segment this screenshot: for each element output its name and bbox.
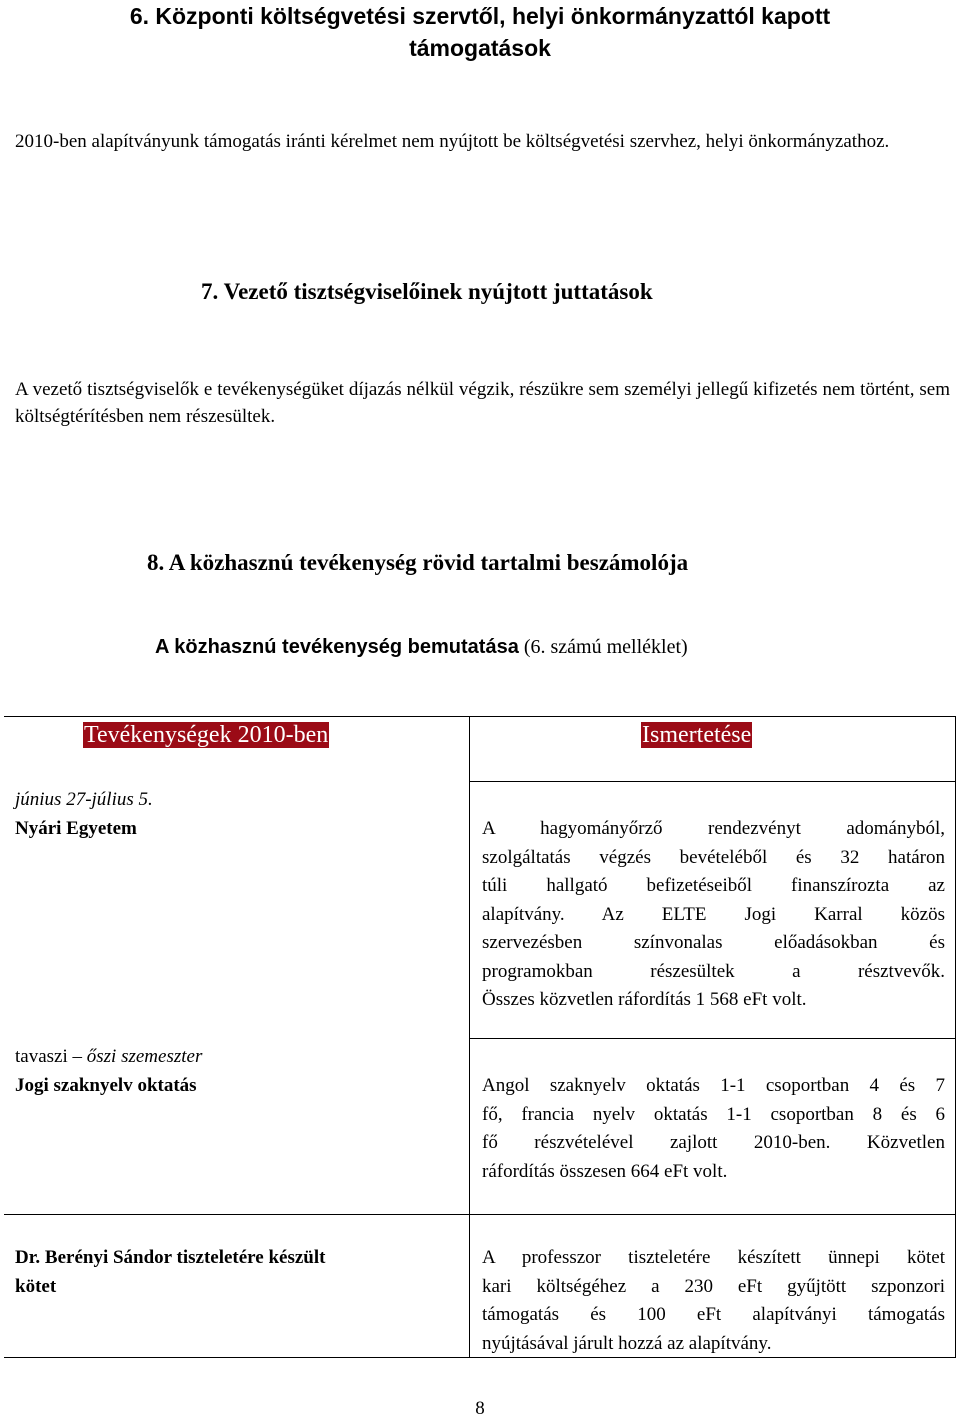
description-line: alapítvány. Az ELTE Jogi Karral közös — [482, 903, 945, 925]
description-line: szolgáltatás végzés bevételéből és 32 határon — [482, 846, 945, 868]
activity-date — [15, 1043, 455, 1072]
activity-name-line-2: kötet — [15, 1275, 57, 1297]
description-line: nyújtásával járult hozzá az alapítvány. — [482, 1332, 772, 1354]
table-divider-vertical — [469, 716, 470, 1358]
table-header-description — [641, 720, 752, 750]
header-description-label: Ismertetése — [642, 722, 752, 748]
table-divider-row-1-right — [469, 1038, 956, 1039]
description-line: kari költségéhez a 230 eFt gyűjtött szponzori — [482, 1275, 945, 1297]
table-divider-header-right — [469, 781, 956, 782]
table-row-3-description — [482, 1244, 945, 1358]
description-line: A professzor tiszteletére készített ünnepi kötet — [482, 1247, 945, 1268]
table-border-right — [955, 716, 956, 1358]
section-7-title: 7. Vezető tisztségviselőinek nyújtott juttatások — [201, 279, 653, 304]
description-line: szervezésben színvonalas előadásokban és — [482, 932, 945, 953]
description-line: Angol szaknyelv oktatás 1-1 csoportban 4 és 7 — [482, 1075, 945, 1096]
table-header-activities — [83, 720, 329, 750]
activity-name-line-1: Dr. Berényi Sándor tiszteletére készült — [15, 1247, 326, 1268]
description-line: fő, francia nyelv oktatás 1-1 csoportban 8 és 6 — [482, 1103, 945, 1125]
description-line: fő részvételével zajlott 2010-ben. Közvetlen — [482, 1132, 945, 1153]
page-number: 8 — [475, 1398, 485, 1419]
table-row-3-activity — [15, 1244, 455, 1301]
subtitle-annex-text: (6. számú melléklet) — [518, 636, 688, 658]
activity-date-prefix: tavaszi – — [15, 1046, 87, 1067]
table-row-1-activity — [15, 786, 455, 843]
description-line: túli hallgató befizetéseiből finanszírozta az — [482, 875, 945, 896]
activity-date: június 27-július 5. — [15, 789, 153, 810]
section-6-body: 2010-ben alapítványunk támogatás iránti kérelmet nem nyújtott be költségvetési szervhez, helyi önkormányzathoz. — [15, 131, 890, 152]
subtitle-bold-text: A közhasznú tevékenység bemutatása — [155, 636, 519, 658]
section-6-title-line-1: 6. Központi költségvetési szervtől, helyi önkormányzattól kapott — [129, 3, 831, 29]
description-line: Összes közvetlen ráfordítás 1 568 eFt volt. — [482, 989, 807, 1010]
description-line: programokban részesültek a résztvevők. — [482, 960, 945, 982]
description-line: támogatás és 100 eFt alapítványi támogatás — [482, 1304, 945, 1325]
activity-name: Jogi szaknyelv oktatás — [15, 1074, 197, 1096]
section-8-subtitle — [155, 633, 688, 663]
table-divider-row-2 — [4, 1214, 956, 1215]
table-row-2-activity — [15, 1043, 455, 1100]
activity-date-italic: őszi szemeszter — [86, 1046, 203, 1067]
table-row-1-description — [482, 815, 945, 1015]
description-line: ráfordítás összesen 664 eFt volt. — [482, 1160, 728, 1182]
table-border-top — [4, 716, 956, 717]
section-6-title-line-2: támogatások — [409, 35, 551, 61]
activity-name: Nyári Egyetem — [15, 817, 137, 839]
header-activities-label: Tevékenységek 2010-ben — [84, 722, 329, 748]
section-8-title: 8. A közhasznú tevékenység rövid tartalmi beszámolója — [147, 550, 689, 575]
description-line: A hagyományőrző rendezvényt adományból, — [482, 818, 945, 839]
section-7-body: A vezető tisztségviselők e tevékenységüket díjazás nélkül végzik, részükre sem személyi jellegű kifizetés nem történt, sem költségtérítésben nem részesültek. — [15, 379, 950, 427]
table-row-2-description — [482, 1072, 945, 1186]
